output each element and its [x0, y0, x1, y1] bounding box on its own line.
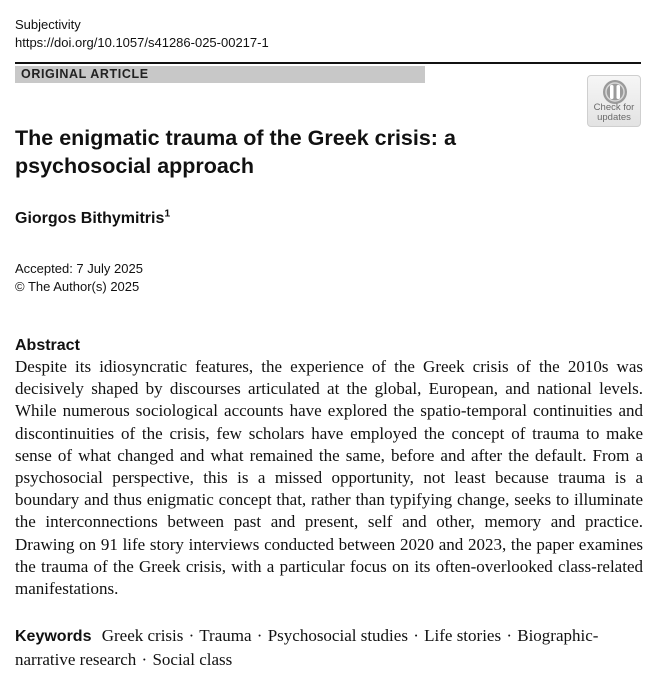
- keyword-separator: ·: [413, 626, 419, 645]
- keyword: Life stories: [424, 626, 502, 645]
- journal-header: [15, 16, 269, 52]
- abstract-heading: Abstract: [15, 337, 80, 354]
- copyright-line: © The Author(s) 2025: [15, 279, 140, 294]
- publication-dates: [15, 260, 143, 296]
- keyword-separator: ·: [506, 626, 512, 645]
- keywords-section: [15, 625, 643, 671]
- keyword-separator: ·: [188, 626, 195, 645]
- keyword: Greek crisis: [101, 626, 184, 645]
- author-name[interactable]: Giorgos Bithymitris: [15, 210, 165, 227]
- keyword-separator: ·: [141, 649, 148, 669]
- article-type-banner: ORIGINAL ARTICLE: [15, 66, 425, 83]
- check-for-updates-badge[interactable]: [587, 75, 641, 127]
- check-for-updates-label: Check for updates: [593, 102, 635, 123]
- header-rule: [15, 62, 641, 64]
- doi-link[interactable]: https://doi.org/10.1057/s41286-025-00217-1: [15, 35, 269, 50]
- affiliation-marker[interactable]: 1: [164, 207, 171, 220]
- keyword: Psychosocial studies: [267, 626, 408, 645]
- keyword: Biographic-narrative research: [15, 626, 599, 669]
- journal-name: Subjectivity: [15, 17, 81, 32]
- accepted-date: Accepted: 7 July 2025: [15, 261, 143, 276]
- author-line: [15, 208, 170, 230]
- keyword-separator: ·: [256, 626, 263, 645]
- abstract-body: Despite its idiosyncratic features, the experience of the Greek crisis of the 2010s was decisively shaped by discourses articulated at the global, European, and national levels. While numerous sociological accounts have explored the spatio-temporal continuities and discontinuities of the crisis, few scholars have employed the concept of trauma to make sense of what changed and what remained the same, before and after the default. From a psychosocial perspective, this is a missed opportunity, not least because trauma is a boundary and thus enigmatic concept that, rather than typifying change, seeks to illuminate the interconnections between past and present, self and other, memory and practice. Drawing on 91 life story interviews conducted between 2020 and 2023, the paper examines the trauma of the Greek crisis, with a particular focus on its often-overlooked class-related manifestations.: [15, 357, 643, 599]
- keyword: Social class: [152, 649, 233, 669]
- keyword: Trauma: [199, 626, 252, 645]
- keywords-label: Keywords: [15, 628, 92, 645]
- article-title: The enigmatic trauma of the Greek crisis: a psychosocial approach: [15, 126, 456, 178]
